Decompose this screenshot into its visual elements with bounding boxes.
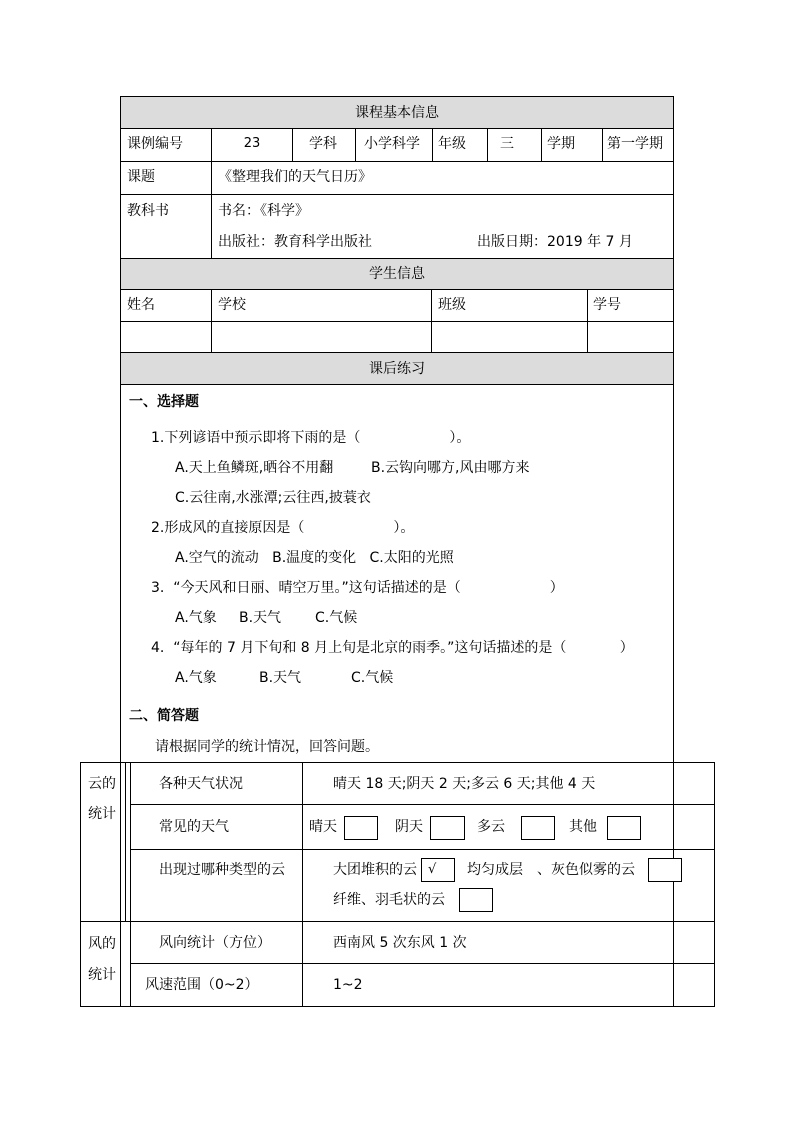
rule bbox=[120, 194, 674, 195]
wind-direction-label: 风向统计（方位） bbox=[159, 935, 271, 951]
question-4: 4. “每年的 7 月下旬和 8 月上旬是北京的雨季。”这句话描述的是（ ） bbox=[151, 640, 634, 656]
cloud-cumulus-label: 大团堆积的云 bbox=[333, 862, 417, 878]
cloud-gray-label: 、灰色似雾的云 bbox=[537, 862, 635, 878]
term-label: 学期 bbox=[547, 136, 575, 152]
subject-label: 学科 bbox=[309, 136, 337, 152]
rule bbox=[487, 128, 488, 161]
section-title-student-info: 学生信息 bbox=[369, 266, 425, 282]
grade-label: 年级 bbox=[438, 136, 466, 152]
option-overcast: 阴天 bbox=[395, 819, 423, 835]
part1-title: 一、选择题 bbox=[129, 394, 199, 410]
wind-speed-value: 1~2 bbox=[333, 977, 363, 993]
option-sunny: 晴天 bbox=[309, 819, 337, 835]
rule bbox=[120, 96, 674, 97]
part2-title: 二、简答题 bbox=[129, 708, 199, 724]
checkbox-cumulus[interactable] bbox=[421, 858, 455, 882]
student-class-label: 班级 bbox=[438, 297, 466, 313]
wind-group-label-line1: 风的 bbox=[88, 936, 116, 952]
checkbox-cirrus[interactable] bbox=[459, 888, 493, 912]
student-school-label: 学校 bbox=[218, 297, 246, 313]
term-value: 第一学期 bbox=[607, 136, 663, 152]
cloud-type-label: 出现过哪种类型的云 bbox=[159, 862, 285, 878]
question-1-option-c: C.云往南,水涨潭;云往西,披蓑衣 bbox=[175, 490, 371, 506]
rule bbox=[292, 128, 293, 161]
option-other: 其他 bbox=[569, 819, 597, 835]
question-3-option-a: A.气象 bbox=[175, 610, 217, 626]
rule bbox=[130, 963, 715, 964]
check-mark-icon: √ bbox=[428, 862, 437, 877]
question-1: 1.下列谚语中预示即将下雨的是（ ）。 bbox=[151, 430, 471, 446]
wind-direction-value: 西南风 5 次东风 1 次 bbox=[333, 935, 467, 951]
cloud-group-label-line1: 云的 bbox=[88, 776, 116, 792]
question-4-option-c: C.气候 bbox=[351, 670, 394, 686]
part2-intro: 请根据同学的统计情况，回答问题。 bbox=[155, 739, 379, 755]
wind-speed-label: 风速范围（0~2） bbox=[145, 977, 259, 993]
checkbox-overcast[interactable] bbox=[430, 816, 465, 840]
rule bbox=[541, 128, 542, 161]
weather-status-value: 晴天 18 天;阴天 2 天;多云 6 天;其他 4 天 bbox=[333, 776, 596, 792]
question-1-option-a: A.天上鱼鳞斑,晒谷不用翻 bbox=[175, 460, 334, 476]
student-name-label: 姓名 bbox=[127, 297, 155, 313]
grade-value: 三 bbox=[500, 136, 514, 152]
cloud-group-label-line2: 统计 bbox=[88, 806, 116, 822]
rule bbox=[432, 128, 433, 161]
rule bbox=[130, 849, 715, 850]
rule bbox=[80, 1006, 715, 1007]
question-2: 2.形成风的直接原因是（ ）。 bbox=[151, 520, 415, 536]
student-number-label: 学号 bbox=[593, 297, 621, 313]
rule bbox=[355, 128, 356, 161]
common-weather-label: 常见的天气 bbox=[159, 819, 229, 835]
rule bbox=[130, 762, 131, 1006]
checkbox-gray-cloud[interactable] bbox=[648, 858, 682, 882]
rule bbox=[125, 762, 126, 921]
question-1-option-b: B.云钩向哪方,风由哪方来 bbox=[371, 460, 530, 476]
rule bbox=[602, 128, 603, 161]
checkbox-other[interactable] bbox=[607, 816, 641, 840]
rule bbox=[211, 289, 212, 352]
cloud-stratus-label: 均匀成层 bbox=[467, 862, 523, 878]
wind-group-label-line2: 统计 bbox=[88, 967, 116, 983]
question-3-option-b: B.天气 bbox=[239, 610, 282, 626]
rule bbox=[120, 321, 674, 322]
rule bbox=[120, 128, 674, 129]
option-cloudy: 多云 bbox=[477, 819, 505, 835]
rule bbox=[302, 762, 303, 1006]
rule bbox=[120, 289, 674, 290]
rule bbox=[130, 804, 715, 805]
topic-value: 《整理我们的天气日历》 bbox=[218, 169, 372, 185]
rule bbox=[120, 161, 674, 162]
question-4-option-a: A.气象 bbox=[175, 670, 217, 686]
question-3: 3. “今天风和日丽、晴空万里。”这句话描述的是（ ） bbox=[151, 580, 564, 596]
subject-value: 小学科学 bbox=[364, 136, 420, 152]
rule bbox=[80, 762, 81, 1006]
checkbox-sunny[interactable] bbox=[344, 816, 378, 840]
course-id-value: 23 bbox=[243, 136, 261, 151]
rule bbox=[587, 289, 588, 352]
rule bbox=[714, 762, 715, 1006]
publisher: 出版社：教育科学出版社 bbox=[218, 234, 372, 250]
rule bbox=[120, 352, 674, 353]
rule bbox=[120, 258, 674, 259]
course-id-label: 课例编号 bbox=[127, 136, 183, 152]
rule bbox=[80, 762, 715, 763]
section-title-homework: 课后练习 bbox=[369, 361, 425, 377]
weather-status-label: 各种天气状况 bbox=[159, 776, 243, 792]
rule bbox=[431, 289, 432, 352]
book-name: 书名：《科学》 bbox=[218, 203, 309, 219]
cloud-cirrus-label: 纤维、羽毛状的云 bbox=[333, 892, 445, 908]
publish-date: 出版日期：2019 年 7 月 bbox=[477, 234, 633, 250]
textbook-label: 教科书 bbox=[127, 203, 169, 219]
table-border-left bbox=[120, 96, 121, 1006]
rule bbox=[120, 384, 674, 385]
question-2-options: A.空气的流动 B.温度的变化 C.太阳的光照 bbox=[175, 550, 454, 566]
checkbox-cloudy[interactable] bbox=[521, 816, 555, 840]
question-4-option-b: B.天气 bbox=[259, 670, 302, 686]
section-title-course-info: 课程基本信息 bbox=[355, 105, 439, 121]
rule bbox=[80, 921, 715, 922]
topic-label: 课题 bbox=[127, 169, 155, 185]
question-3-option-c: C.气候 bbox=[315, 610, 358, 626]
